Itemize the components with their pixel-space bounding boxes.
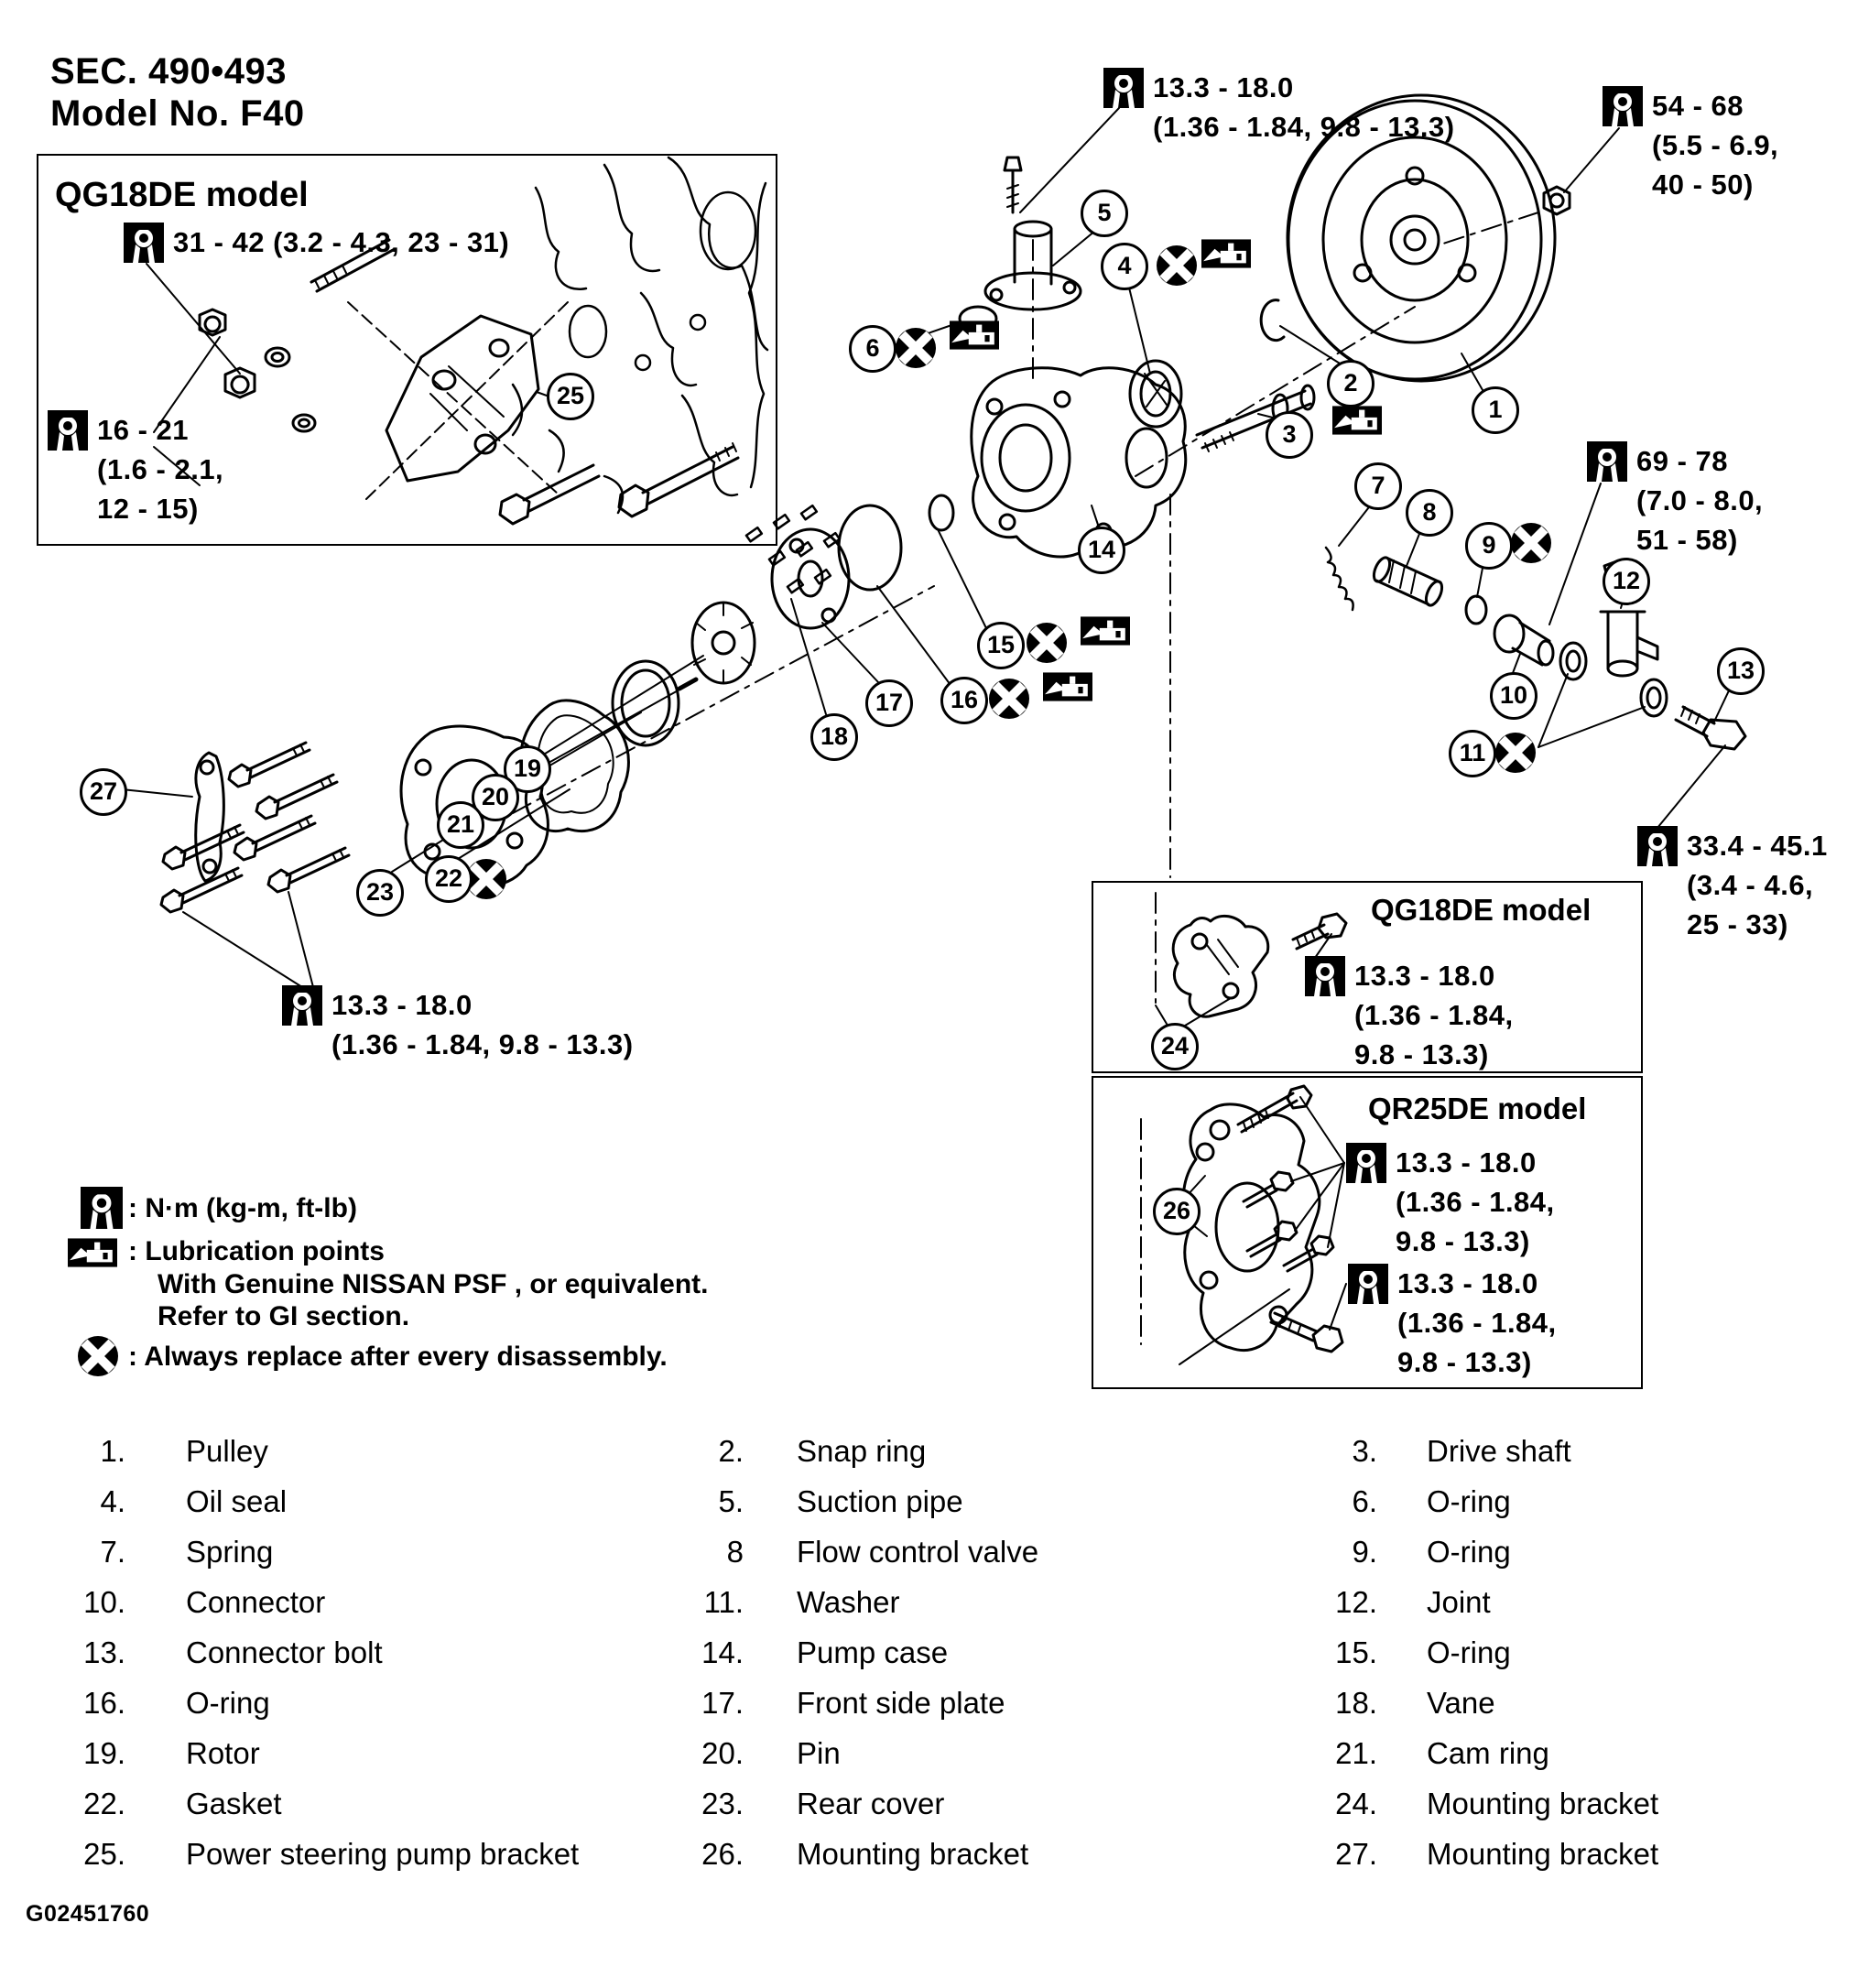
part-number: 7. — [100, 1535, 125, 1569]
part-number: 19. — [83, 1736, 125, 1770]
part-name: Front side plate — [797, 1686, 1005, 1720]
rotor-art — [692, 603, 755, 683]
callout-13: 13 — [1717, 647, 1765, 695]
washers-art — [1560, 643, 1667, 716]
part-number: 10. — [83, 1585, 125, 1619]
lubrication-icon — [68, 1238, 117, 1267]
torque-value: (1.36 - 1.84, — [1396, 1186, 1555, 1218]
callout-17: 17 — [865, 679, 913, 727]
callout-4: 4 — [1101, 243, 1148, 290]
part-number: 21. — [1335, 1736, 1377, 1770]
callout-10: 10 — [1490, 672, 1537, 720]
callout-15: 15 — [977, 622, 1025, 669]
fastener-art — [200, 240, 738, 524]
torque-value: (3.4 - 4.6, — [1687, 869, 1814, 901]
lubrication-icon — [1043, 672, 1092, 701]
part-name: Pulley — [186, 1434, 268, 1468]
part-number: 3. — [1352, 1434, 1377, 1468]
part-name: Power steering pump bracket — [186, 1837, 580, 1871]
callout-24: 24 — [1151, 1023, 1199, 1070]
torque-value: (5.5 - 6.9, — [1652, 129, 1779, 161]
callout-19: 19 — [504, 745, 551, 793]
replace-icon — [988, 678, 1030, 720]
part-number: 2. — [718, 1434, 744, 1468]
replace-icon — [1156, 244, 1198, 287]
part-name: Snap ring — [797, 1434, 927, 1468]
part-name: Suction pipe — [797, 1484, 963, 1518]
torque-value: 13.3 - 18.0 — [1397, 1267, 1538, 1299]
qg18de-box-label: QG18DE model — [55, 176, 309, 214]
legend-lube-line2: With Genuine NISSAN PSF , or equivalent. — [158, 1269, 709, 1299]
part-number: 18. — [1335, 1686, 1377, 1720]
callout-6: 6 — [849, 325, 896, 373]
callout-9: 9 — [1465, 522, 1513, 570]
part-name: Spring — [186, 1535, 274, 1569]
part-number: 17. — [701, 1686, 744, 1720]
torque-value: 54 - 68 — [1652, 90, 1744, 122]
part-name: Mounting bracket — [1427, 1837, 1659, 1871]
torque-value: 51 - 58) — [1636, 524, 1738, 556]
replace-icon — [1026, 622, 1068, 664]
part-name: Connector — [186, 1585, 326, 1619]
callout-25: 25 — [547, 373, 594, 420]
part-number: 11. — [703, 1585, 744, 1619]
part-name: O-ring — [1427, 1635, 1511, 1669]
part-number: 20. — [701, 1736, 744, 1770]
part-name: O-ring — [1427, 1484, 1511, 1518]
engine-block-sketch — [513, 158, 767, 513]
connector-art — [1494, 615, 1553, 665]
legend-torque-text: : N·m (kg-m, ft-lb) — [128, 1193, 357, 1223]
callout-11: 11 — [1449, 730, 1496, 777]
part-number: 9. — [1352, 1535, 1377, 1569]
part-number: 23. — [701, 1787, 744, 1820]
torque-value: 13.3 - 18.0 — [331, 989, 473, 1021]
part-number: 13. — [83, 1635, 125, 1669]
callout-23: 23 — [356, 869, 404, 917]
o-ring15-art — [929, 495, 953, 530]
torque-value: (7.0 - 8.0, — [1636, 484, 1764, 516]
part-number: 16. — [83, 1686, 125, 1720]
torque-value: 9.8 - 13.3) — [1397, 1346, 1532, 1378]
part-name: O-ring — [1427, 1535, 1511, 1569]
replace-icon — [1510, 522, 1552, 564]
lubrication-icon — [1332, 406, 1382, 435]
o-ring9-art — [1466, 596, 1486, 624]
torque-value: 13.3 - 18.0 — [1153, 71, 1294, 103]
part-number: 22. — [83, 1787, 125, 1820]
cover-bolts-art — [161, 743, 349, 912]
part-name: Oil seal — [186, 1484, 288, 1518]
torque-value: 25 - 33) — [1687, 908, 1788, 940]
part-name: Pump case — [797, 1635, 949, 1669]
bracket27-art — [196, 753, 224, 881]
pulley-art — [1288, 95, 1555, 381]
spring-art — [1326, 548, 1353, 610]
lubrication-icon — [1332, 406, 1382, 435]
part-number: 15. — [1335, 1635, 1377, 1669]
torque-value: 13.3 - 18.0 — [1354, 960, 1495, 992]
callout-18: 18 — [810, 713, 858, 761]
callout-5: 5 — [1081, 190, 1128, 237]
callout-8: 8 — [1406, 489, 1453, 537]
part-name: O-ring — [186, 1686, 270, 1720]
callout-26: 26 — [1153, 1188, 1201, 1235]
snap-ring-art — [1261, 300, 1284, 341]
legend-lube-line3: Refer to GI section. — [158, 1301, 410, 1331]
lubrication-icon — [1043, 672, 1092, 701]
torque-value: (1.36 - 1.84, — [1354, 999, 1514, 1031]
part-name: Cam ring — [1427, 1736, 1549, 1770]
callout-20: 20 — [472, 774, 519, 821]
part-name: Mounting bracket — [1427, 1787, 1659, 1820]
callout-1: 1 — [1472, 386, 1519, 434]
callout-14: 14 — [1078, 527, 1125, 574]
lubrication-icon — [950, 320, 999, 350]
inset-qr25de-label: QR25DE model — [1368, 1092, 1587, 1125]
torque-value: (1.36 - 1.84, 9.8 - 13.3) — [331, 1028, 634, 1060]
callout-21: 21 — [437, 801, 484, 849]
part-name: Connector bolt — [186, 1635, 383, 1669]
torque-value: (1.36 - 1.84, — [1397, 1307, 1557, 1339]
lubrication-icon — [950, 320, 999, 350]
torque-value: (1.6 - 2.1, — [97, 453, 224, 485]
replace-icon — [1494, 732, 1537, 774]
replace-icon — [895, 327, 937, 369]
torque-value: (1.36 - 1.84, 9.8 - 13.3) — [1153, 111, 1455, 143]
part-name: Flow control valve — [797, 1535, 1039, 1569]
part-number: 6. — [1352, 1484, 1377, 1518]
lubrication-icon — [1201, 239, 1251, 268]
torque-value: 31 - 42 (3.2 - 4.3, 23 - 31) — [173, 226, 510, 258]
part-number: 24. — [1335, 1787, 1377, 1820]
legend-lube-line1: : Lubrication points — [128, 1236, 385, 1266]
lubrication-icon — [1201, 239, 1251, 268]
part-number: 25. — [83, 1837, 125, 1871]
callout-7: 7 — [1354, 462, 1402, 510]
part-number: 4. — [100, 1484, 125, 1518]
lubrication-icon — [1081, 616, 1130, 646]
callout-22: 22 — [425, 855, 473, 903]
lubrication-icon — [1081, 616, 1130, 646]
inset-a-art — [1156, 893, 1346, 1026]
torque-value: 9.8 - 13.3) — [1354, 1038, 1489, 1070]
pin-art — [679, 679, 696, 689]
part-name: Joint — [1427, 1585, 1491, 1619]
torque-value: 9.8 - 13.3) — [1396, 1225, 1530, 1257]
figure-code: G02451760 — [26, 1901, 150, 1927]
part-name: Washer — [797, 1585, 900, 1619]
part-number: 5. — [718, 1484, 744, 1518]
replace-icon — [1156, 244, 1198, 287]
callout-3: 3 — [1266, 411, 1313, 459]
part-name: Drive shaft — [1427, 1434, 1571, 1468]
part-name: Vane — [1427, 1686, 1495, 1720]
replace-icon — [77, 1335, 119, 1377]
part-number: 27. — [1335, 1837, 1377, 1871]
inset-qg18de-label: QG18DE model — [1371, 893, 1592, 927]
replace-icon — [1026, 622, 1068, 664]
part-number: 8 — [726, 1535, 744, 1569]
callout-2: 2 — [1327, 360, 1374, 407]
section-number: SEC. 490•493 — [50, 51, 287, 92]
torque-value: 12 - 15) — [97, 493, 199, 525]
part-name: Rear cover — [797, 1787, 945, 1820]
callout-12: 12 — [1603, 558, 1650, 605]
torque-value: 69 - 78 — [1636, 445, 1729, 477]
callout-16: 16 — [940, 677, 988, 724]
part-name: Mounting bracket — [797, 1837, 1029, 1871]
replace-icon — [1494, 732, 1537, 774]
model-number: Model No. F40 — [50, 93, 305, 134]
torque-value: 16 - 21 — [97, 414, 190, 446]
replace-icon — [895, 327, 937, 369]
torque-value: 40 - 50) — [1652, 168, 1754, 201]
part-number: 12. — [1335, 1585, 1377, 1619]
torque-wrench-icon — [81, 1187, 123, 1229]
part-name: Gasket — [186, 1787, 282, 1820]
callout-27: 27 — [80, 768, 127, 816]
replace-icon — [988, 678, 1030, 720]
connector-bolt-art — [1676, 707, 1745, 749]
torque-wrench-icon — [81, 1187, 123, 1229]
part-name: Pin — [797, 1736, 841, 1770]
part-number: 14. — [701, 1635, 744, 1669]
part-number: 26. — [701, 1837, 744, 1871]
part-number: 1. — [100, 1434, 125, 1468]
lubrication-icon — [68, 1238, 117, 1267]
torque-value: 13.3 - 18.0 — [1396, 1146, 1537, 1179]
torque-value: 33.4 - 45.1 — [1687, 830, 1828, 862]
replace-icon — [1510, 522, 1552, 564]
part-name: Rotor — [186, 1736, 260, 1770]
legend-replace-text: : Always replace after every disassembly. — [128, 1342, 668, 1372]
replace-icon — [77, 1335, 119, 1377]
